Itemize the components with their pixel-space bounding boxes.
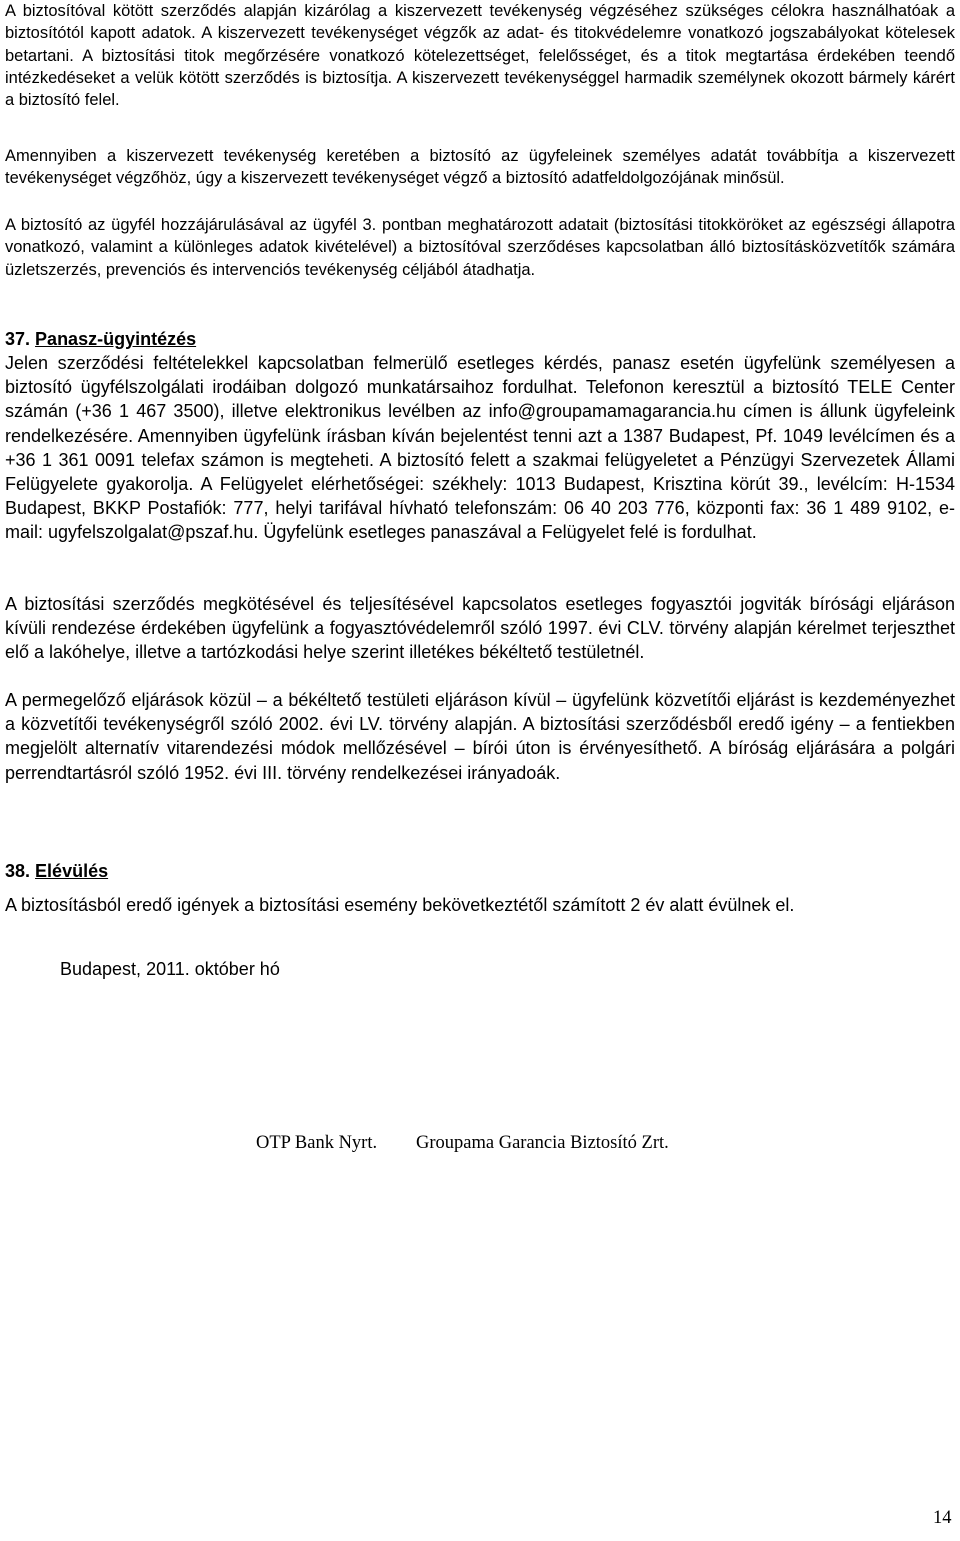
paragraph-consumer-disputes: A biztosítási szerződés megkötésével és teljesítésével kapcsolatos esetleges fogyasztói jogviták bírósági eljáráson kívüli rendezése érdekében ügyfelünk a fogyasztóvédelemről szóló 1997. évi CLV. törvény alapján kérelmet terjeszthet elő a lakóhelye, illetve a tartózkodási helye szerint illetékes békéltető testületnél.: [5, 594, 955, 663]
signatory-otp-bank: OTP Bank Nyrt.: [256, 1133, 378, 1153]
page-number: 14: [933, 1508, 952, 1528]
section-37-heading: [5, 327, 196, 351]
section-38-title: Elévülés: [35, 861, 109, 881]
document-page: [5, 0, 955, 1541]
section-37-number: 37.: [5, 329, 31, 349]
paragraph-complaint-handling: Jelen szerződési feltételekkel kapcsolatban felmerülő esetleges kérdés, panasz esetén ügyfelünk személyesen a biztosító ügyfélszolgálati irodáiban dolgozó munkatársaihoz fordulhat. Telefonon keresztül a biztosító TELE Center számán (+36 1 467 3500), illetve elektronikus levélben az info@groupamamagarancia.hu címen is állunk ügyfeleink rendelkezésére. Amennyiben ügyfelünk írásban kíván bejelentést tenni azt a 1387 Budapest, Pf. 1049 levélcímen és a +36 1 361 0091 telefax számon is megteheti. A biztosító felett a szakmai felügyeletet a Pénzügyi Szervezetek Állami Felügyelete gyakorolja. A Felügyelet elérhetőségei: székhely: 1013 Budapest, Krisztina körút 39., levélcím: H-1534 Budapest, BKKP Postafiók: 777, helyi tarifával hívható telefonszám: 06 40 203 776, központi fax: 36 1 489 9102, e-mail: ugyfelszolgalat@pszaf.hu. Ügyfelünk esetleges panaszával a Felügyelet felé is fordulhat.: [5, 353, 955, 543]
section-38-number: 38.: [5, 861, 31, 881]
paragraph-mediation: A permegelőző eljárások közül – a békéltető testületi eljáráson kívül – ügyfelünk közvetítői eljárást is kezdeményezhet a közvetítői tevékenységről szóló 2002. évi LV. törvény alapján. A biztosítási szerződésből eredő igény – a fentiekben megjelölt alternatív vitarendezési módok mellőzésével – bírói úton is érvényesíthető. A bíróság eljárására a polgári perrendtartásról szóló 1952. évi III. törvény rendelkezései irányadoák.: [5, 690, 955, 783]
place-and-date: Budapest, 2011. október hó: [60, 959, 280, 979]
paragraph-data-processor: Amennyiben a kiszervezett tevékenység keretében a biztosító az ügyfeleinek személyes adatát továbbítja a kiszervezett tevékenységet végzőhöz, úgy a kiszervezett tevékenységet végző a biztosító adatfeldolgozójának minősül.: [5, 147, 955, 188]
paragraph-intermediaries-transfer: A biztosító az ügyfél hozzájárulásával az ügyfél 3. pontban meghatározott adatait (biztosítási titokköröket az egészségi állapotra vonatkozó, valamint a különleges adatok kivételével) a biztosítóval szerződéses kapcsolatban álló biztosításközvetítők számára üzletszerzés, prevenciós és intervenciós tevékenység céljából átadhatja.: [5, 216, 955, 279]
paragraph-outsourcing-data-use: A biztosítóval kötött szerződés alapján kizárólag a kiszervezett tevékenység végzéséhez szükséges célokra használhatóak a biztosítótól kapott adatok. A kiszervezett tevékenységet végzők az adat- és titokvédelemre vonatkozó jogszabályokat kötelesek betartani. A biztosítási titok megőrzésére vonatkozó kötelezettséget, felelősséget, és a titok megtartása érdekében teendő intézkedéseket a velük kötött szerződés is biztosítja. A kiszervezett tevékenységgel harmadik személynek okozott bármely kárért a biztosító felel.: [5, 2, 955, 110]
paragraph-limitation-period: A biztosításból eredő igények a biztosítási esemény bekövetkeztétől számított 2 év alatt évülnek el.: [5, 895, 795, 915]
signatory-groupama-garancia: Groupama Garancia Biztosító Zrt.: [416, 1133, 669, 1153]
section-38-heading: [5, 859, 108, 883]
section-37-title: Panasz-ügyintézés: [35, 329, 197, 349]
